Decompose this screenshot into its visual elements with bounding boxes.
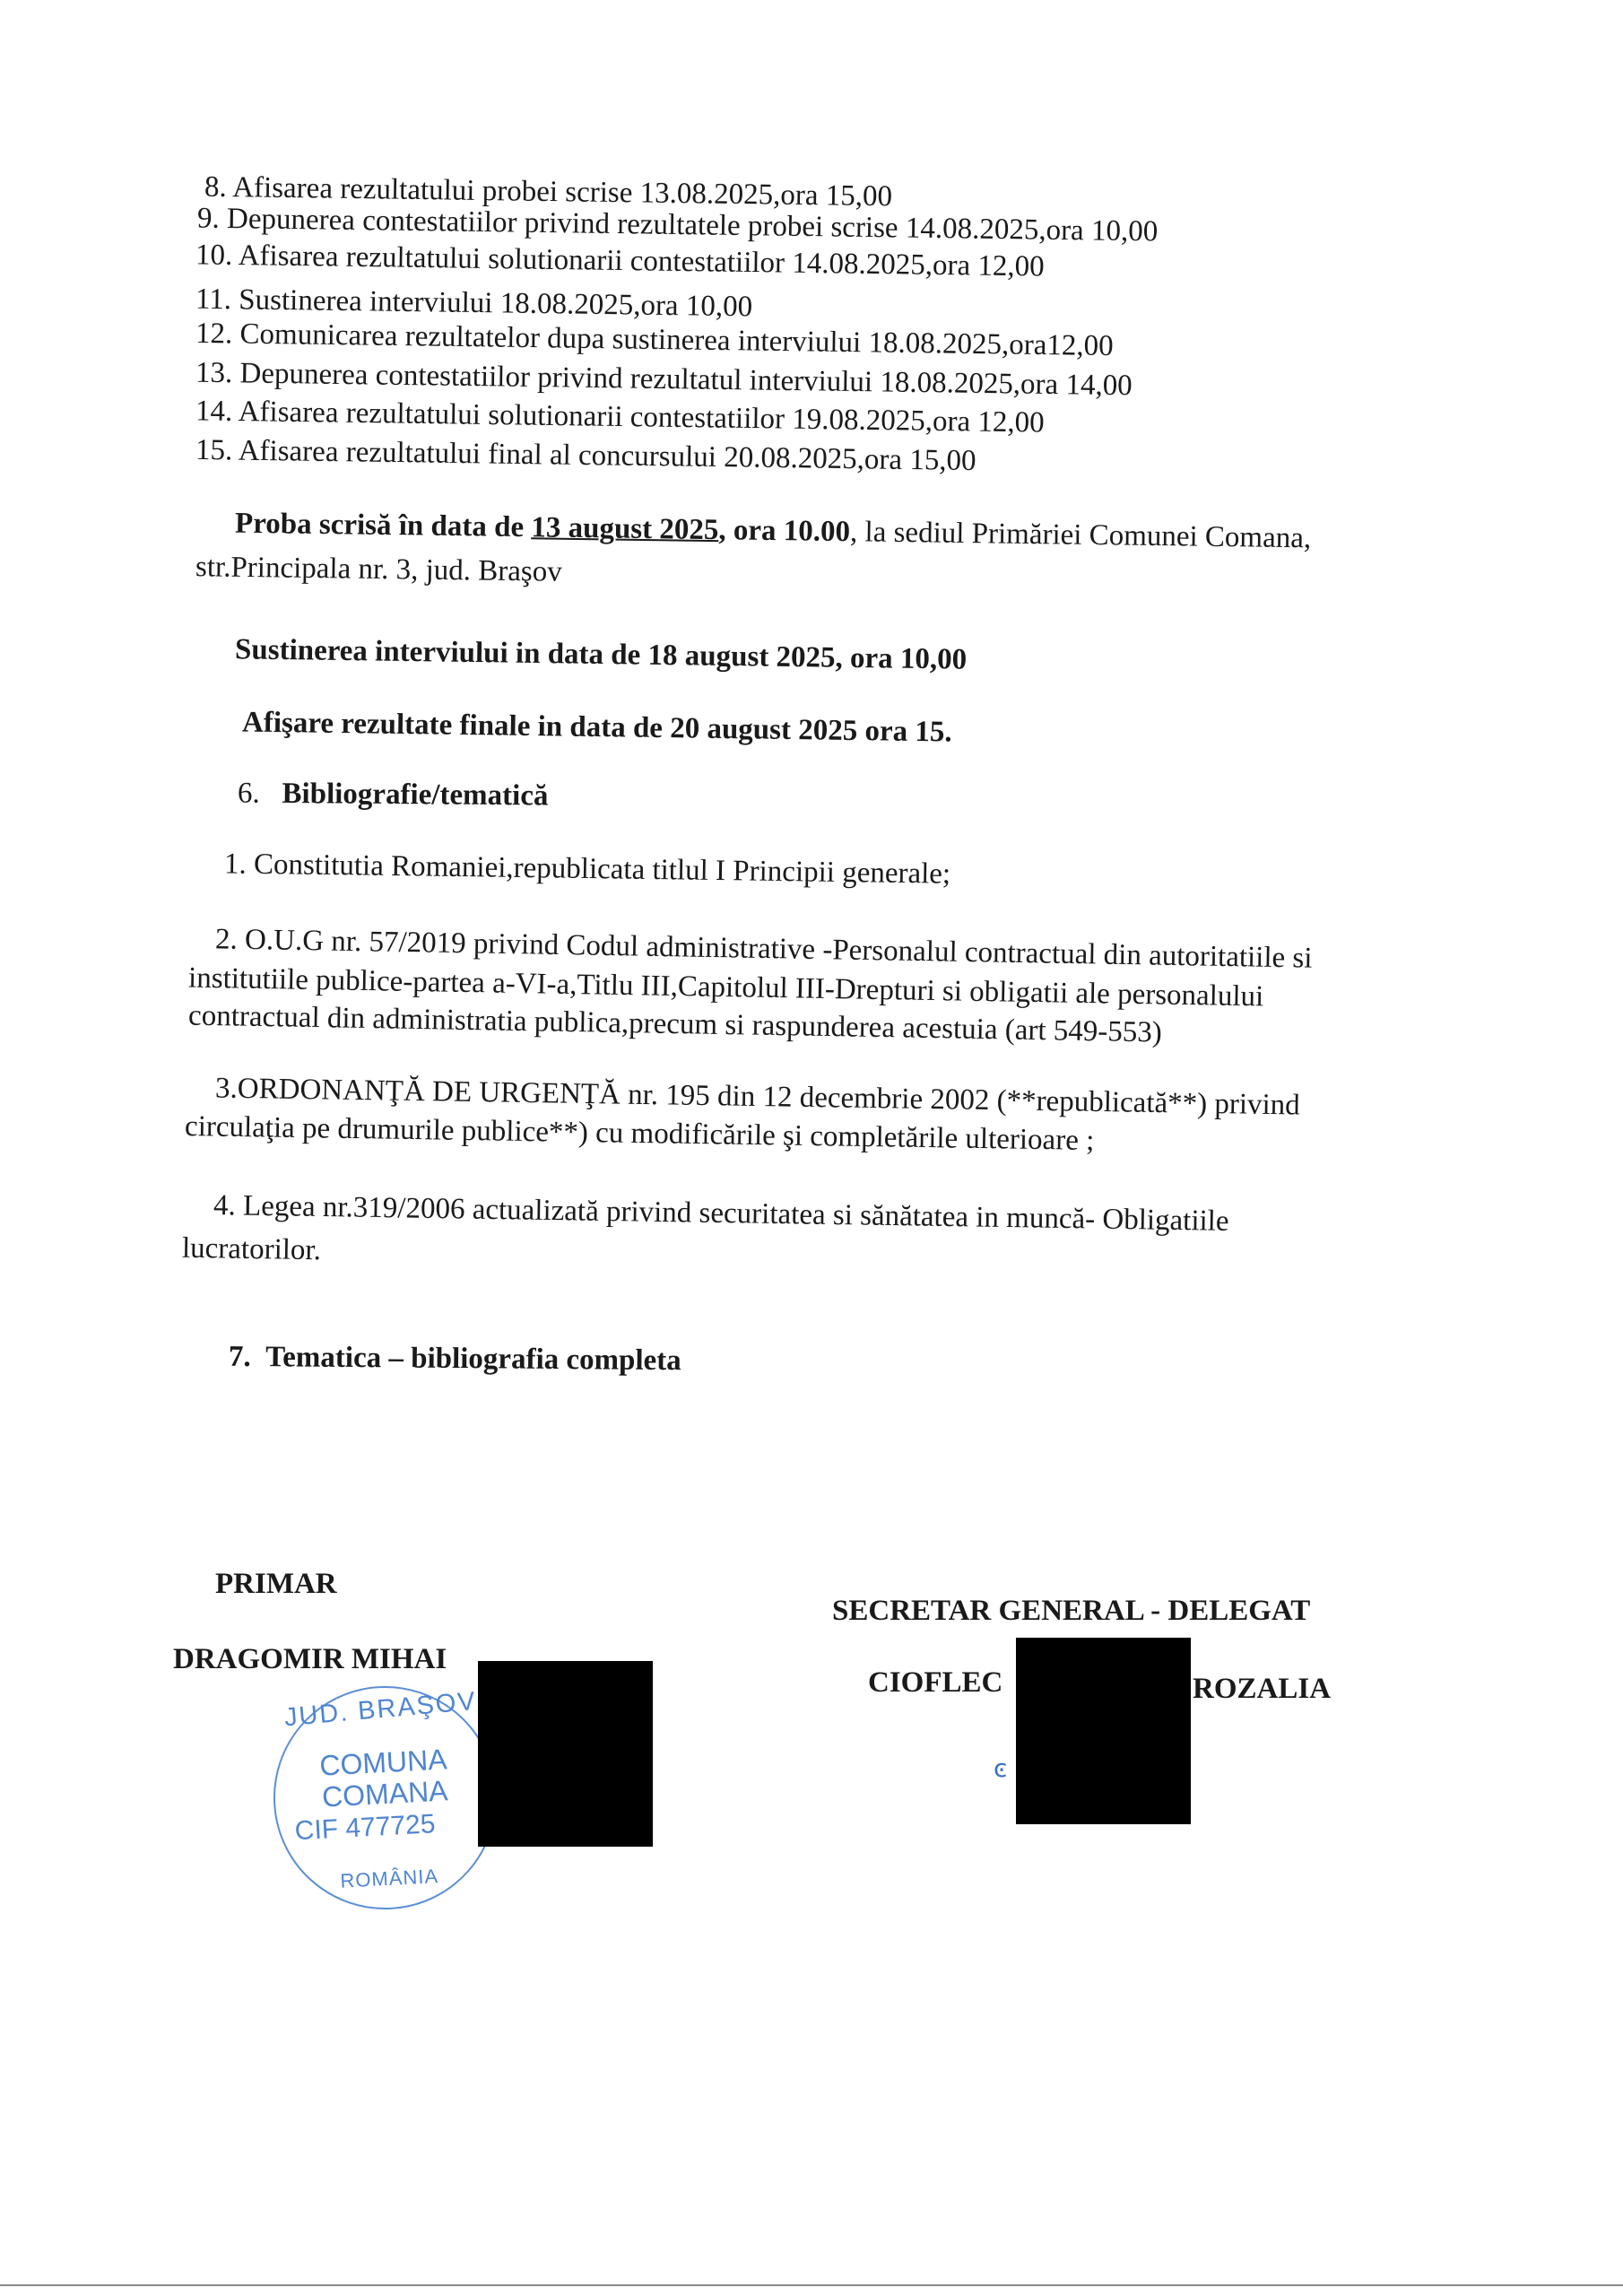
bibliography-item-2-line2: institutiile publice-partea a-VI-a,Titlu III,Capitolul III-Drepturi si obligatii ale personalului (187, 961, 1264, 1013)
secretar-name-first: CIOFLEC (868, 1666, 1003, 1699)
schedule-item: 14. Afisarea rezultatului solutionarii contestatiilor 19.08.2025,ora 12,00 (195, 395, 1045, 439)
proba-scrisa-date: 13 august 2025 (531, 511, 719, 547)
section-7-title: Tematica – bibliografia completa (265, 1341, 681, 1378)
rezultate-finale-line: Afişare rezultate finale in data de 20 august 2025 ora 15. (241, 706, 952, 749)
official-stamp (268, 1681, 503, 1916)
schedule-item: 11. Sustinerea interviului 18.08.2025,ora 10,00 (195, 283, 753, 324)
schedule-item: 8. Afisarea rezultatului probei scrise 13.08.2025,ora 15,00 (204, 170, 893, 213)
stamp-county: JUD. BRAŞOV (282, 1686, 478, 1733)
section-6-title: Bibliografie/tematică (282, 777, 549, 813)
proba-scrisa-line1 (235, 508, 1312, 557)
signature-mark: ͼ (994, 1753, 1008, 1783)
primar-title: PRIMAR (215, 1568, 337, 1600)
redaction-block (478, 1661, 653, 1847)
schedule-item: 15. Afisarea rezultatului final al concursului 20.08.2025,ora 15,00 (195, 433, 976, 478)
page-bottom-edge (0, 2284, 1623, 2286)
proba-scrisa-time: , ora 10.00 (718, 514, 851, 549)
proba-scrisa-location: , la sediul Primăriei Comunei Comana, (849, 516, 1312, 555)
section-7-heading (229, 1341, 681, 1378)
bibliography-item-4-line2: lucratorilor. (181, 1231, 322, 1267)
proba-scrisa-label: Proba scrisă în data de (234, 507, 532, 544)
schedule-item: 10. Afisarea rezultatului solutionarii contestatiilor 14.08.2025,ora 12,00 (195, 239, 1045, 283)
bibliography-item-2-line3: contractual din administratia publica,precum si raspunderea acestuia (art 549-553) (187, 999, 1163, 1049)
bibliography-item-3-line2: circulaţia pe drumurile publice**) cu modificările şi completările ulterioare ; (184, 1110, 1095, 1157)
bibliography-item-1: 1. Constitutia Romaniei,republicata titlul I Principii generale; (223, 848, 951, 891)
proba-scrisa-line2: str.Principala nr. 3, jud. Braşov (195, 551, 563, 588)
schedule-item: 9. Depunerea contestatiilor privind rezultatele probei scrise 14.08.2025,ora 10,00 (196, 202, 1159, 248)
bibliography-item-2-line1: 2. O.U.G nr. 57/2019 privind Codul administrative -Personalul contractual din autoritatiile si (214, 923, 1313, 975)
bibliography-item-4-line1: 4. Legea nr.319/2006 actualizată privind securitatea si sănătatea in muncă- Obligatiile (213, 1189, 1229, 1238)
section-6-number: 6. (237, 777, 260, 810)
bibliography-item-3-line1: 3.ORDONANŢĂ DE URGENŢĂ nr. 195 din 12 decembrie 2002 (**republicată**) privind (214, 1072, 1301, 1122)
stamp-cif: CIF 477725 (293, 1809, 437, 1847)
stamp-line1: COMUNA (318, 1743, 448, 1782)
section-7-number: 7. (228, 1340, 251, 1374)
secretar-title: SECRETAR GENERAL - DELEGAT (832, 1595, 1311, 1627)
schedule-item: 13. Depunerea contestatiilor privind rezultatul interviului 18.08.2025,ora 14,00 (195, 356, 1133, 403)
stamp-line2: COMANA (321, 1774, 449, 1813)
schedule-item: 12. Comunicarea rezultatelor dupa sustinerea interviului 18.08.2025,ora12,00 (195, 317, 1114, 363)
redaction-block (1016, 1638, 1191, 1824)
interviu-line: Sustinerea interviului in data de 18 august 2025, ora 10,00 (234, 633, 968, 676)
primar-name: DRAGOMIR MIHAI (173, 1643, 447, 1675)
section-6-heading (238, 777, 549, 813)
stamp-country: ROMÂNIA (339, 1865, 439, 1892)
secretar-name-last: ROZALIA (1193, 1673, 1332, 1705)
